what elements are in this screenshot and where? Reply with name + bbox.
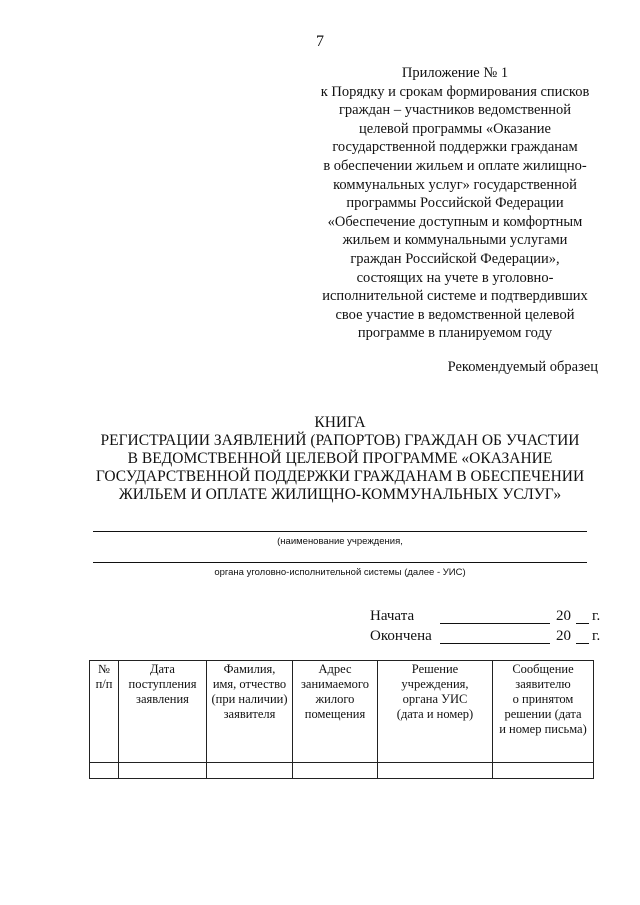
table-row bbox=[90, 763, 594, 779]
table-cell[interactable] bbox=[378, 763, 493, 779]
institution-name-line[interactable] bbox=[93, 531, 587, 532]
start-date-label: Начата bbox=[370, 608, 415, 624]
uis-caption: органа уголовно-исполнительной системы (далее - УИС) bbox=[214, 567, 466, 578]
appendix-line: программе в планируемом году bbox=[357, 325, 553, 342]
appendix-line: свое участие в ведомственной целевой bbox=[335, 306, 575, 323]
table-cell[interactable] bbox=[207, 763, 293, 779]
page-number: 7 bbox=[316, 33, 324, 50]
start-date-field[interactable] bbox=[440, 623, 550, 624]
header-number: № п/п bbox=[90, 661, 119, 763]
header-decision: Решение учреждения, органа УИС (дата и номер) bbox=[378, 661, 493, 763]
appendix-line: жильем и коммунальными услугами bbox=[342, 232, 568, 249]
appendix-line: граждан – участников ведомственной bbox=[338, 102, 572, 119]
header-address: Адрес занимаемого жилого помещения bbox=[293, 661, 378, 763]
appendix-line: «Обеспечение доступным и комфортным bbox=[327, 213, 583, 230]
start-date-row bbox=[370, 608, 602, 628]
table-cell[interactable] bbox=[293, 763, 378, 779]
appendix-line: исполнительной системе и подтвердивших bbox=[322, 288, 588, 305]
end-date-field[interactable] bbox=[440, 643, 550, 644]
institution-caption: (наименование учреждения, bbox=[277, 536, 403, 547]
book-title-line: ГОСУДАРСТВЕННОЙ ПОДДЕРЖКИ ГРАЖДАНАМ В ОБЕСПЕЧЕНИИ bbox=[95, 468, 585, 485]
appendix-line: коммунальных услуг» государственной bbox=[333, 176, 577, 193]
table-header-row bbox=[90, 661, 594, 763]
appendix-line: в обеспечении жильем и оплате жилищно- bbox=[323, 157, 587, 174]
book-title-line: ЖИЛЬЕМ И ОПЛАТЕ ЖИЛИЩНО-КОММУНАЛЬНЫХ УСЛУГ» bbox=[118, 486, 562, 503]
start-year-field[interactable] bbox=[576, 623, 589, 624]
start-year-prefix: 20 bbox=[556, 608, 571, 624]
appendix-line: граждан Российской Федерации», bbox=[350, 250, 560, 267]
appendix-line: целевой программы «Оказание bbox=[359, 120, 551, 137]
appendix-line: программы Российской Федерации bbox=[346, 195, 564, 212]
end-year-prefix: 20 bbox=[556, 628, 571, 644]
appendix-line: к Порядку и срокам формирования списков bbox=[320, 83, 590, 100]
dates-block bbox=[370, 608, 602, 648]
book-title-line: В ВЕДОМСТВЕННОЙ ЦЕЛЕВОЙ ПРОГРАММЕ «ОКАЗАНИЕ bbox=[127, 450, 553, 467]
uis-name-line[interactable] bbox=[93, 562, 587, 563]
header-receipt-date: Дата поступления заявления bbox=[119, 661, 207, 763]
appendix-line: государственной поддержки гражданам bbox=[332, 139, 578, 156]
appendix-line: Приложение № 1 bbox=[401, 65, 509, 81]
table-cell[interactable] bbox=[493, 763, 594, 779]
header-full-name: Фамилия, имя, отчество (при наличии) заявителя bbox=[207, 661, 293, 763]
start-year-suffix: г. bbox=[592, 608, 601, 624]
end-date-label: Окончена bbox=[370, 628, 432, 644]
sample-label: Рекомендуемый образец bbox=[447, 359, 598, 375]
registration-table bbox=[89, 660, 594, 779]
header-notification: Сообщение заявителю о принятом решении (дата и номер письма) bbox=[493, 661, 594, 763]
appendix-line: состоящих на учете в уголовно- bbox=[356, 269, 554, 286]
end-date-row bbox=[370, 628, 602, 648]
book-title-line: РЕГИСТРАЦИИ ЗАЯВЛЕНИЙ (РАПОРТОВ) ГРАЖДАН ОБ УЧАСТИИ bbox=[100, 432, 580, 449]
book-title-line: КНИГА bbox=[314, 414, 366, 431]
appendix-block bbox=[300, 64, 610, 343]
table-cell[interactable] bbox=[90, 763, 119, 779]
end-year-suffix: г. bbox=[592, 628, 601, 644]
end-year-field[interactable] bbox=[576, 643, 589, 644]
book-title bbox=[60, 414, 620, 504]
table-cell[interactable] bbox=[119, 763, 207, 779]
